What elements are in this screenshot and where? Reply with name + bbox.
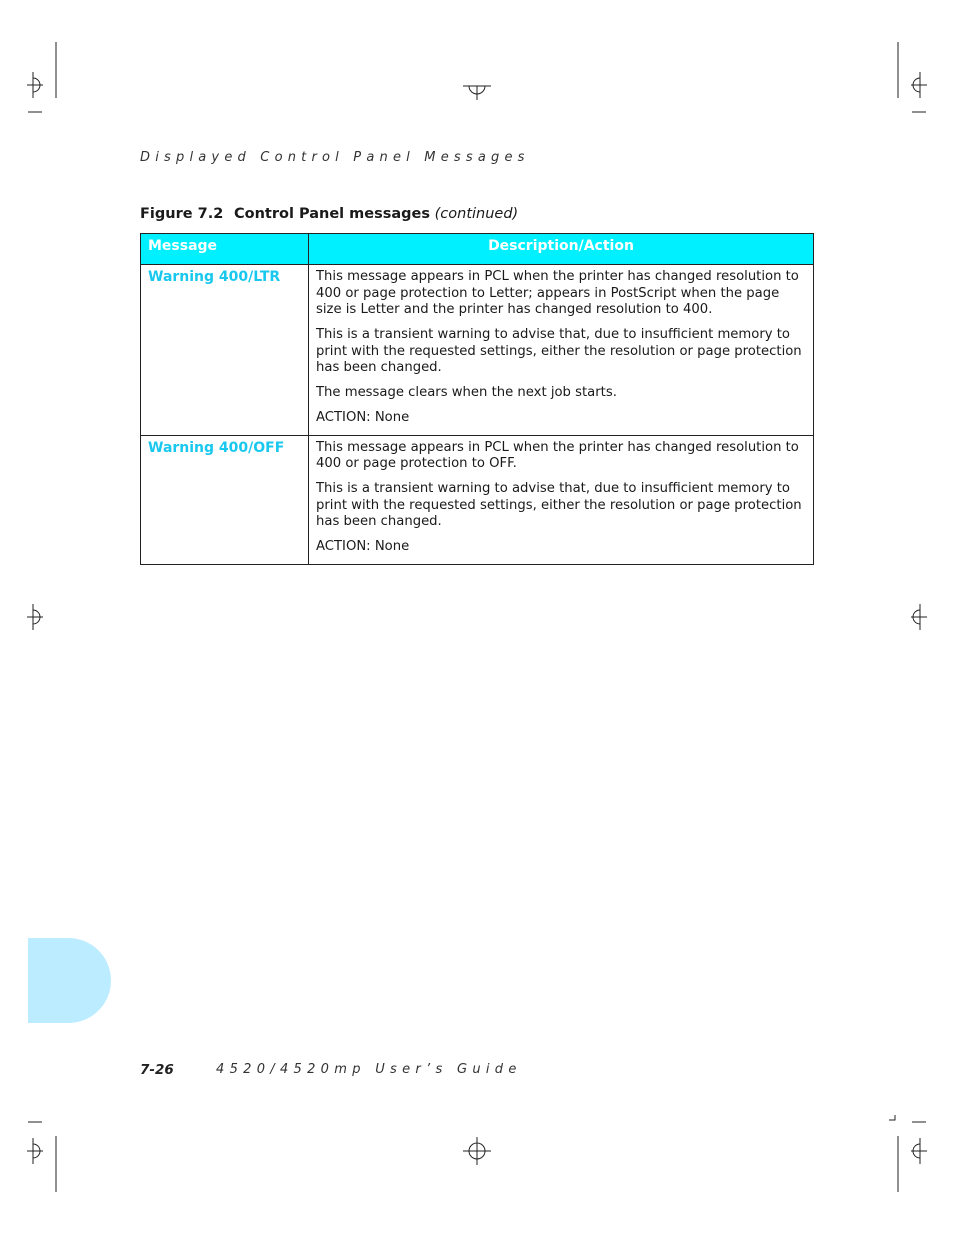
- message-description: [309, 265, 814, 436]
- description-paragraph: This message appears in PCL when the printer has changed resolution to 400 or page protection to OFF.: [316, 439, 799, 471]
- message-name: Warning 400/OFF: [141, 435, 309, 564]
- column-header-description: Description/Action: [309, 234, 814, 265]
- column-header-message: Message: [141, 234, 309, 265]
- control-panel-messages-table: [140, 233, 814, 565]
- description-paragraph: The message clears when the next job starts.: [316, 385, 617, 400]
- description-paragraph: This is a transient warning to advise that, due to insufficient memory to print with the requested settings, either the resolution or page protection has been changed.: [316, 481, 802, 529]
- description-paragraph: This is a transient warning to advise that, due to insufficient memory to print with the requested settings, either the resolution or page protection has been changed.: [316, 327, 802, 375]
- running-header: Displayed Control Panel Messages: [140, 150, 530, 165]
- page-number: 7-26: [140, 1062, 174, 1078]
- figure-continued: (continued): [434, 206, 519, 222]
- action-text: ACTION: None: [316, 539, 410, 554]
- description-paragraph: This message appears in PCL when the printer has changed resolution to 400 or page protection to Letter; appears in PostScript when the page size is Letter and the printer has changed resolution to 400.: [316, 269, 799, 317]
- message-name: Warning 400/LTR: [141, 265, 309, 436]
- table-row: [141, 265, 814, 436]
- chapter-tab: [28, 938, 111, 1023]
- footer-guide-title: 4520/4520mp User’s Guide: [216, 1062, 522, 1077]
- table-row: [141, 435, 814, 564]
- figure-title: Control Panel messages: [234, 206, 431, 222]
- message-description: [309, 435, 814, 564]
- figure-caption: [140, 206, 518, 222]
- figure-number: Figure 7.2: [140, 206, 224, 222]
- table-header-row: [141, 234, 814, 265]
- action-text: ACTION: None: [316, 410, 410, 425]
